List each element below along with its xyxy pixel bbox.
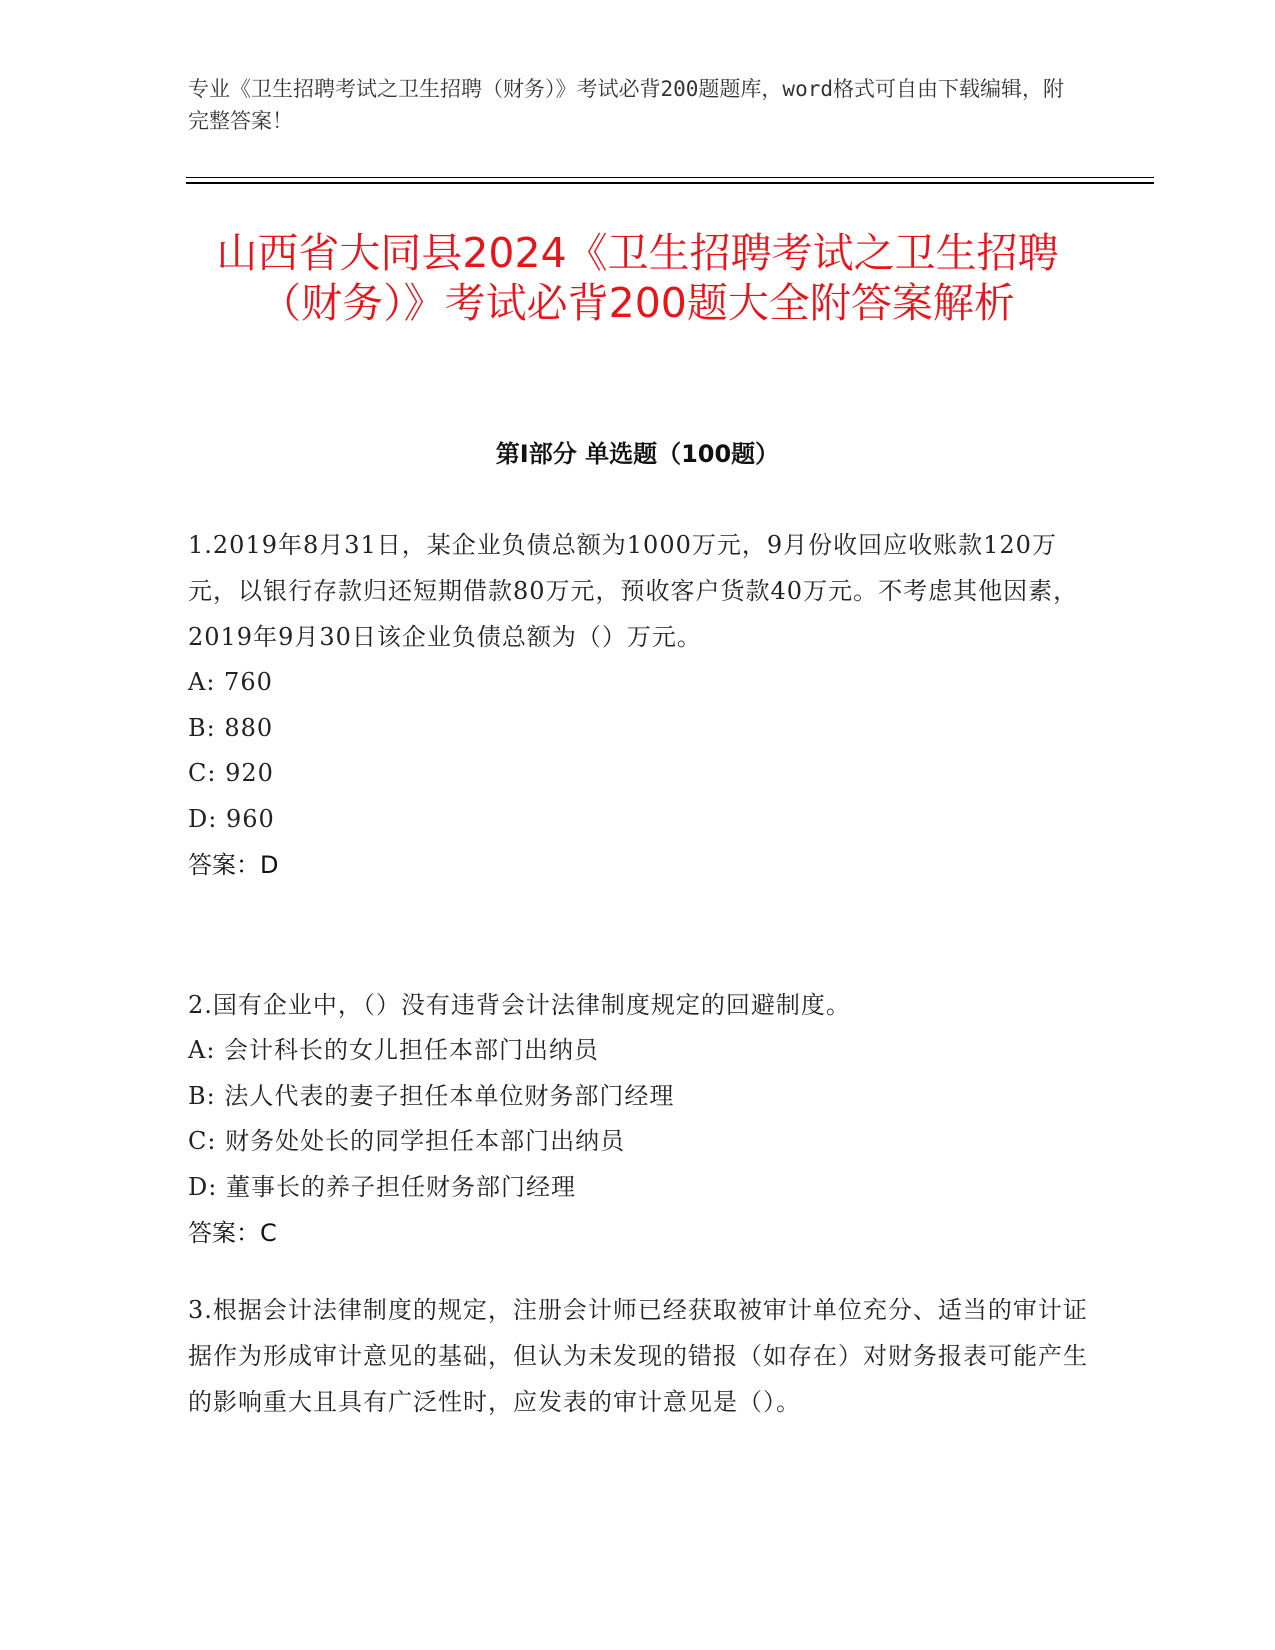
question-text: 1.2019年8月31日，某企业负债总额为1000万元，9月份收回应收账款120万元，以银行存款归还短期借款80万元，预收客户货款40万元。不考虑其他因素，2019年9月30日该企业负债总额为（）万元。 — [188, 531, 1079, 651]
option-a: A: 会计科长的女儿担任本部门出纳员 — [188, 1036, 600, 1064]
header-note: 专业《卫生招聘考试之卫生招聘（财务）》考试必背200题题库，word格式可自由下载编辑，附完整答案！ — [188, 77, 1064, 133]
option-d: D: 960 — [188, 804, 275, 833]
section-heading: 第I部分 单选题（100题） — [495, 440, 780, 468]
question-3 — [188, 1287, 1088, 1425]
document-title: 山西省大同县2024《卫生招聘考试之卫生招聘（财务）》考试必背200题大全附答案解析 — [216, 229, 1059, 327]
header-divider-thick — [186, 182, 1154, 184]
question-text: 3.根据会计法律制度的规定，注册会计师已经获取被审计单位充分、适当的审计证据作为形成审计意见的基础，但认为未发现的错报（如存在）对财务报表可能产生的影响重大且具有广泛性时，应发表的审计意见是（）。 — [188, 1296, 1088, 1416]
option-c: C: 920 — [188, 759, 274, 787]
question-1 — [188, 522, 1088, 888]
answer: 答案：C — [188, 1219, 277, 1247]
option-b: B: 880 — [188, 713, 274, 742]
header-divider-thin — [186, 177, 1154, 178]
question-text: 2.国有企业中，（）没有违背会计法律制度规定的回避制度。 — [188, 991, 851, 1019]
question-2 — [188, 982, 1088, 1256]
option-c: C: 财务处处长的同学担任本部门出纳员 — [188, 1127, 626, 1155]
option-a: A: 760 — [188, 668, 273, 696]
option-b: B: 法人代表的妻子担任本单位财务部门经理 — [188, 1081, 675, 1110]
answer: 答案：D — [188, 851, 279, 879]
option-d: D: 董事长的养子担任财务部门经理 — [188, 1172, 576, 1201]
